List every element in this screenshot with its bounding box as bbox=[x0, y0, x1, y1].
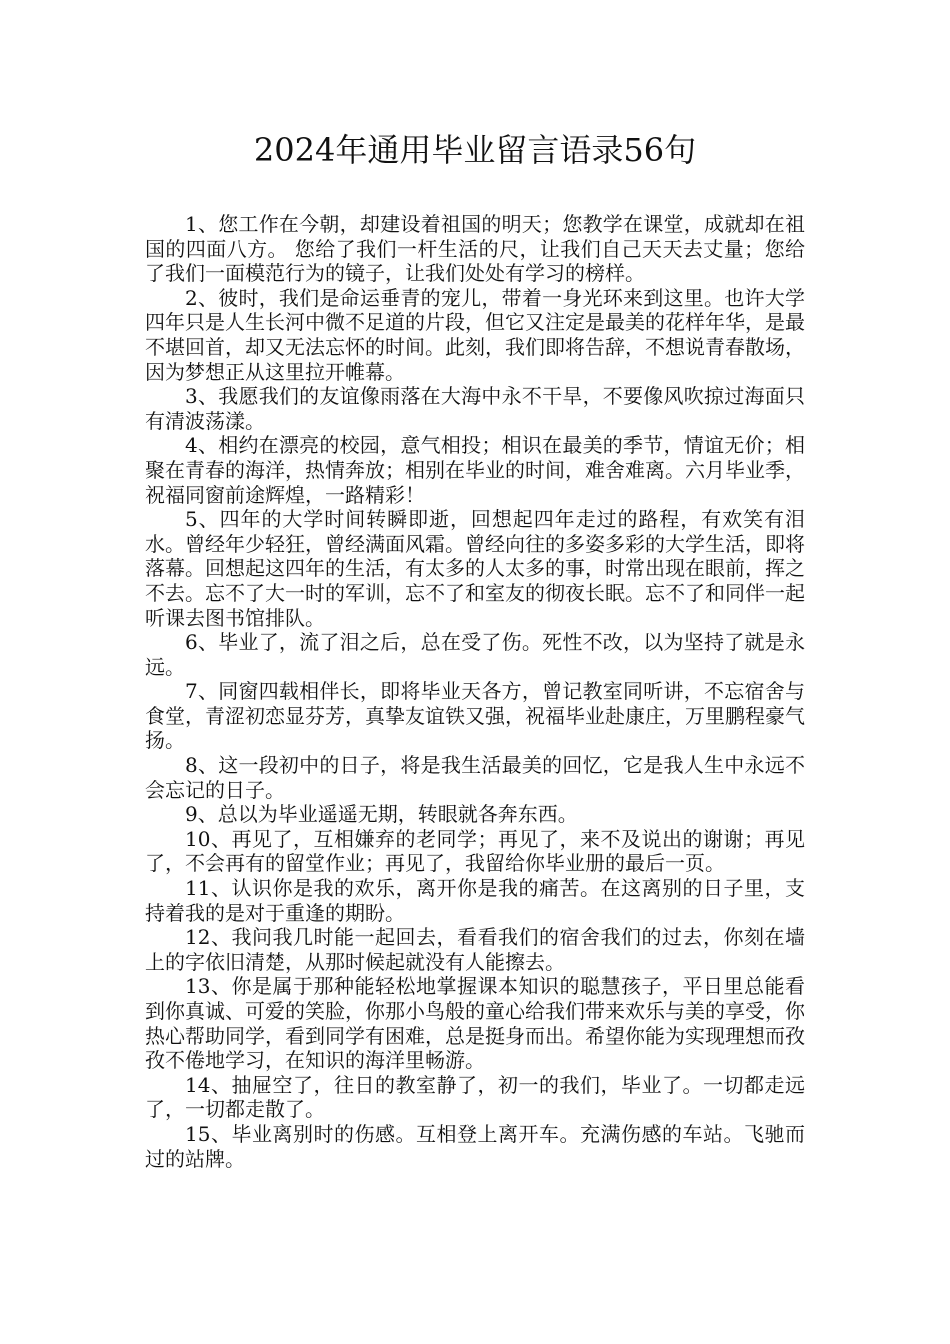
paragraph-6: 6、毕业了，流了泪之后，总在受了伤。死性不改，以为坚持了就是永远。 bbox=[145, 630, 805, 679]
paragraph-1: 1、您工作在今朝，却建设着祖国的明天；您教学在课堂，成就却在祖国的四面八方。 您给了我们一杆生活的尺，让我们自己天天去丈量；您给了我们一面模范行为的镜子，让我们处处有学习的榜样。 bbox=[145, 212, 805, 286]
paragraph-8: 8、这一段初中的日子，将是我生活最美的回忆，它是我人生中永远不会忘记的日子。 bbox=[145, 753, 805, 802]
paragraph-14: 14、抽屉空了，往日的教室静了，初一的我们，毕业了。一切都走远了，一切都走散了。 bbox=[145, 1072, 805, 1122]
paragraph-4: 4、相约在漂亮的校园，意气相投；相识在最美的季节，情谊无价；相聚在青春的海洋，热情奔放；相别在毕业的时间，难舍难离。六月毕业季，祝福同窗前途辉煌，一路精彩！ bbox=[145, 433, 805, 507]
document-body bbox=[145, 212, 805, 1171]
paragraph-15: 15、毕业离别时的伤感。互相登上离开车。充满伤感的车站。飞驰而过的站牌。 bbox=[145, 1121, 805, 1171]
paragraph-12: 12、我问我几时能一起回去，看看我们的宿舍我们的过去，你刻在墙上的字依旧清楚，从那时候起就没有人能擦去。 bbox=[145, 925, 805, 974]
paragraph-9: 9、总以为毕业遥遥无期，转眼就各奔东西。 bbox=[185, 802, 578, 827]
paragraph-10: 10、再见了，互相嫌弃的老同学；再见了，来不及说出的谢谢；再见了，不会再有的留堂作业；再见了，我留给你毕业册的最后一页。 bbox=[145, 826, 805, 876]
document-title: 2024年通用毕业留言语录56句 bbox=[253, 131, 697, 169]
paragraph-7: 7、同窗四载相伴长，即将毕业天各方，曾记教室同听讲，不忘宿舍与食堂，青涩初恋显芬芳，真挚友谊铁又强，祝福毕业赴康庄，万里鹏程豪气扬。 bbox=[145, 679, 805, 753]
paragraph-13: 13、你是属于那种能轻松地掌握课本知识的聪慧孩子，平日里总能看到你真诚、可爱的笑脸，你那小鸟般的童心给我们带来欢乐与美的享受，你热心帮助同学，看到同学有困难，总是挺身而出。希望你能为实现理想而孜孜不倦地学习，在知识的海洋里畅游。 bbox=[145, 974, 805, 1073]
paragraph-3: 3、我愿我们的友谊像雨落在大海中永不干旱，不要像风吹掠过海面只有清波荡漾。 bbox=[145, 384, 805, 433]
paragraph-5: 5、四年的大学时间转瞬即逝，回想起四年走过的路程，有欢笑有泪水。曾经年少轻狂，曾经满面风霜。曾经向往的多姿多彩的大学生活，即将落幕。回想起这四年的生活，有太多的人太多的事，时常出现在眼前，挥之不去。忘不了大一时的军训，忘不了和室友的彻夜长眠。忘不了和同伴一起听课去图书馆排队。 bbox=[145, 507, 805, 630]
paragraph-11: 11、认识你是我的欢乐，离开你是我的痛苦。在这离别的日子里，支持着我的是对于重逢的期盼。 bbox=[145, 876, 805, 925]
paragraph-2: 2、彼时，我们是命运垂青的宠儿，带着一身光环来到这里。也许大学四年只是人生长河中微不足道的片段，但它又注定是最美的花样年华，是最不堪回首，却又无法忘怀的时间。此刻，我们即将告辞，不想说青春散场，因为梦想正从这里拉开帷幕。 bbox=[145, 285, 805, 384]
